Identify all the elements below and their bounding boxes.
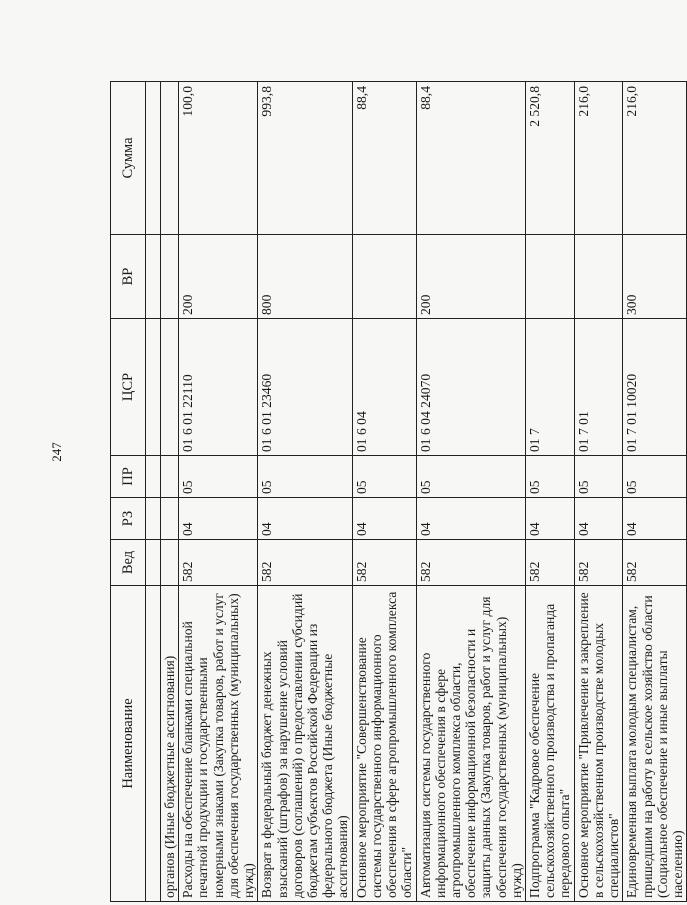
row-vr: 200	[416, 235, 526, 319]
row-ved: 582	[258, 540, 352, 586]
row-pr	[161, 456, 179, 498]
row-vr	[574, 235, 623, 319]
row-ved: 582	[574, 540, 623, 586]
row-ved	[161, 540, 179, 586]
row-sum: 88,4	[352, 82, 416, 235]
row-ved: 582	[526, 540, 575, 586]
row-name: Подпрограмма "Кадровое обеспечение сельскохозяйственного производства и пропаганда передового опыта"	[526, 586, 575, 902]
row-csr: 01 6 04 24070	[416, 319, 526, 456]
row-rz: 04	[352, 498, 416, 540]
page-number: 247	[49, 442, 64, 462]
header-rz: РЗ	[111, 498, 146, 540]
row-csr: 01 6 04	[352, 319, 416, 456]
row-name: Расходы на обеспечение бланками специальной печатной продукции и государственными номерными знаками (Закупка товаров, работ и услуг для обеспечения государственных (муниципальных) нужд)	[179, 586, 258, 902]
row-pr: 05	[179, 456, 258, 498]
header-sum: Сумма	[111, 82, 146, 235]
row-name: органов (Иные бюджетные ассигнования)	[161, 586, 179, 902]
row-rz: 04	[623, 498, 687, 540]
row-sum: 216,0	[623, 82, 687, 235]
table-row	[179, 82, 258, 902]
row-rz: 04	[574, 498, 623, 540]
row-pr: 05	[352, 456, 416, 498]
row-name: Основное мероприятие "Привлечение и закрепление в сельскохозяйственном производстве молодых специалистов"	[574, 586, 623, 902]
row-pr: 05	[526, 456, 575, 498]
table-row	[352, 82, 416, 902]
row-vr: 200	[179, 235, 258, 319]
row-rz	[161, 498, 179, 540]
header-vr: ВР	[111, 235, 146, 319]
row-name: Автоматизация системы государственного информационного обеспечения в сфере агропромышленного комплекса области, обеспечение информационной безопасности и защиты данных (Закупка товаров, работ и услуг для обеспечения государственных (муниципальных) нужд)	[416, 586, 526, 902]
row-pr: 05	[574, 456, 623, 498]
row-vr: 300	[623, 235, 687, 319]
row-csr: 01 6 01 23460	[258, 319, 352, 456]
row-vr: 800	[258, 235, 352, 319]
row-pr: 05	[258, 456, 352, 498]
row-sum: 216,0	[574, 82, 623, 235]
row-ved: 582	[416, 540, 526, 586]
row-rz: 04	[416, 498, 526, 540]
header-name: Наименование	[111, 586, 146, 902]
row-sum: 88,4	[416, 82, 526, 235]
row-name: Основное мероприятие "Совершенствование системы государственного информационного обеспечения в сфере агропромышленного комплекса области"	[352, 586, 416, 902]
row-csr: 01 6 01 22110	[179, 319, 258, 456]
row-vr	[526, 235, 575, 319]
row-sum	[161, 82, 179, 235]
table-row	[623, 82, 687, 902]
header-row	[111, 82, 146, 902]
row-rz: 04	[526, 498, 575, 540]
row-name: Возврат в федеральный бюджет денежных взысканий (штрафов) за нарушение условий договоров (соглашений) о предоставлении субсидий бюджетам субъектов Российской Федерации из федерального бюджета (Иные бюджетные ассигнования)	[258, 586, 352, 902]
row-name: Единовременная выплата молодым специалистам, пришедшим на работу в сельское хозяйство области (Социальное обеспечение и иные выплаты населению)	[623, 586, 687, 902]
table-row	[416, 82, 526, 902]
header-pr: ПР	[111, 456, 146, 498]
row-rz: 04	[179, 498, 258, 540]
header-spacer-row	[146, 82, 161, 902]
rotated-table-container	[110, 82, 685, 902]
row-csr: 01 7 01	[574, 319, 623, 456]
budget-table	[110, 81, 687, 902]
row-rz: 04	[258, 498, 352, 540]
table-row	[258, 82, 352, 902]
row-vr	[161, 235, 179, 319]
row-csr: 01 7 01 10020	[623, 319, 687, 456]
row-pr: 05	[623, 456, 687, 498]
row-ved: 582	[179, 540, 258, 586]
table-row	[526, 82, 575, 902]
row-csr: 01 7	[526, 319, 575, 456]
row-vr	[352, 235, 416, 319]
row-sum: 100,0	[179, 82, 258, 235]
row-sum: 2 520,8	[526, 82, 575, 235]
table-row	[161, 82, 179, 902]
row-ved: 582	[623, 540, 687, 586]
row-ved: 582	[352, 540, 416, 586]
header-ved: Вед	[111, 540, 146, 586]
table-row	[574, 82, 623, 902]
header-csr: ЦСР	[111, 319, 146, 456]
row-pr: 05	[416, 456, 526, 498]
row-sum: 993,8	[258, 82, 352, 235]
row-csr	[161, 319, 179, 456]
